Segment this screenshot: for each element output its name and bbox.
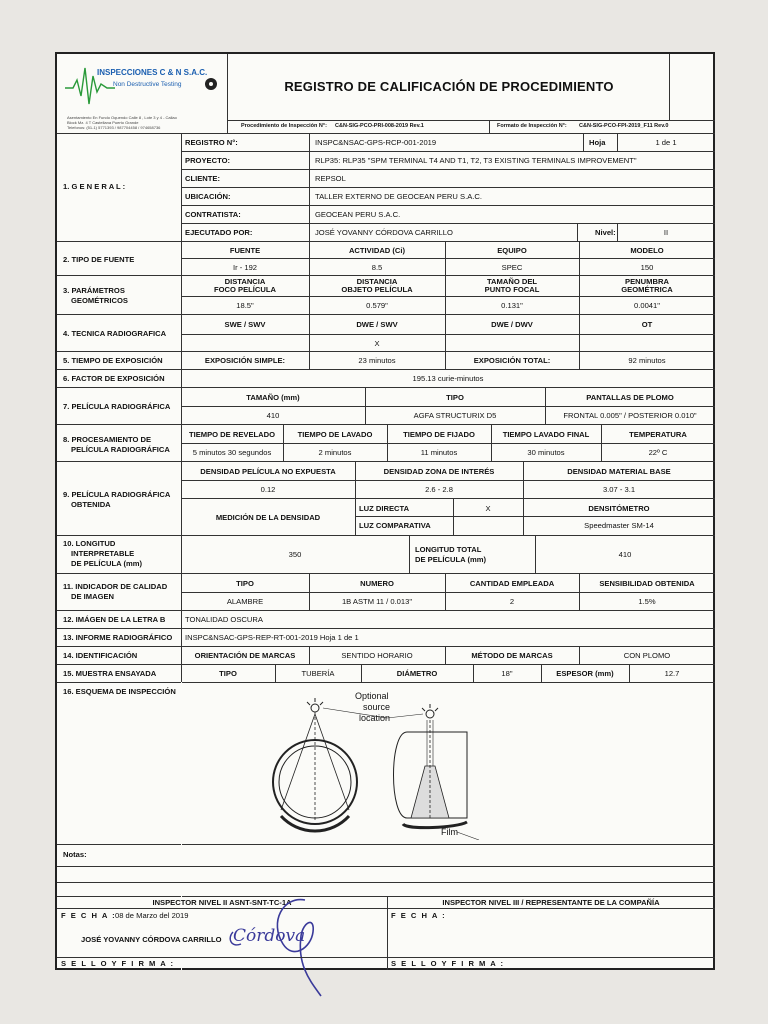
exposicion-total-label: EXPOSICIÓN TOTAL: [473,356,551,365]
format-label: Formato de Inspección N°: [497,123,567,129]
section-longitud-2: INTERPRETABLE [71,549,135,558]
orientacion-value: SENTIDO HORARIO [341,651,413,660]
dist-objeto-header-1: DISTANCIA [356,277,398,286]
company-name: INSPECCIONES C & N S.A.C. [97,68,208,77]
densitometro-label: DENSITÓMETRO [588,504,650,513]
section-factor: 6. FACTOR DE EXPOSICIÓN [63,374,165,383]
hoja-value: 1 de 1 [655,138,677,147]
temperatura-header: TEMPERATURA [629,430,687,439]
exposicion-total-value: 92 minutos [628,356,666,365]
optional-label-1: Optional [355,691,389,701]
densidad-interes-value: 2.6 - 2.8 [425,485,453,494]
dwe-dwv-header: DWE / DWV [491,320,533,329]
tipo-pelicula-header: TIPO [446,393,464,402]
section-indicador-1: 11. INDICADOR DE CALIDAD [63,582,168,591]
densidad-base-value: 3.07 - 3.1 [602,485,636,494]
section-muestra: 15. MUESTRA ENSAYADA [63,669,157,678]
hoja-label: Hoja [589,138,606,147]
form-title: REGISTRO DE CALIFICACIÓN DE PROCEDIMIENTO [284,79,614,94]
luz-comparativa-label: LUZ COMPARATIVA [359,521,431,530]
iqi-cantidad-header: CANTIDAD EMPLEADA [469,579,555,588]
signature-stroke-icon [213,892,363,1002]
lavado-value: 2 minutos [318,448,352,457]
espesor-label: ESPESOR (mm) [556,669,614,678]
source-icon-2 [422,704,438,718]
sello-firma-label-right: S E L L O Y F I R M A : [391,959,505,968]
section-fuente: 2. TIPO DE FUENTE [63,255,135,264]
notas-label: Notas: [63,850,87,859]
ot-header: OT [641,320,653,329]
longitud-value: 350 [288,550,302,559]
cliente-value: REPSOL [315,174,346,183]
section-informe: 13. INFORME RADIOGRÁFICO [63,633,173,642]
orientacion-label: ORIENTACIÓN DE MARCAS [194,651,296,660]
dist-foco-header-1: DISTANCIA [224,277,266,286]
optional-label-2: source [363,702,391,712]
ejecutado-value: JOSÉ YOVANNY CÓRDOVA CARRILLO [315,228,453,237]
punto-focal-value: 0.131" [501,301,523,310]
diametro-label: DIÁMETRO [396,669,438,678]
penumbra-header-1: PENUMBRA [625,277,669,286]
tamano-header: TAMAÑO (mm) [246,393,300,402]
section-tecnica: 4. TECNICA RADIOGRAFICA [63,329,167,338]
lavado-header: TIEMPO DE LAVADO [297,430,373,439]
section-longitud-3: DE PELÍCULA (mm) [71,559,143,568]
section-procesamiento-2: PELÍCULA RADIOGRÁFICA [71,445,170,454]
temperatura-value: 22º C [648,448,668,457]
muestra-tipo-value: TUBERÍA [301,669,335,678]
tipo-pelicula-value: AGFA STRUCTURIX D5 [413,411,497,420]
iqi-sensibilidad-header: SENSIBILIDAD OBTENIDA [599,579,695,588]
procedure-label: Procedimiento de Inspección N°: [241,123,327,129]
company-address-2: Block Mz. 4 T Castellana Puerto Grande [67,120,139,125]
optional-label-3: location [359,713,391,723]
proyecto-label: PROYECTO: [185,156,231,165]
pipe-side-view [394,720,468,828]
company-address-1: Asentamiento En Fundo Oquendo Calle 8 , Lote 3 y 4 - Callao [67,115,177,120]
luz-directa-mark: X [485,504,491,513]
longitud-total-label-2: DE PELÍCULA (mm) [415,555,487,564]
inspector-nivel3-header: INSPECTOR NIVEL III / REPRESENTANTE DE LA COMPAÑÍA [442,898,660,907]
source-icon [307,698,323,712]
pipe-cross-section [273,712,357,831]
metodo-value: CON PLOMO [623,651,671,660]
film-label: Film [441,827,458,837]
contratista-label: CONTRATISTA: [185,210,241,219]
signature: Córdova [233,926,306,946]
fecha-value: 08 de Marzo del 2019 [115,911,189,920]
densidad-no-expuesta-value: 0.12 [260,485,276,494]
section-imagen-b: 12. IMÁGEN DE LA LETRA B [63,615,166,624]
section-procesamiento-1: 8. PROCESAMIENTO DE [63,435,152,444]
dwe-swv-header: DWE / SWV [356,320,398,329]
section-tiempo: 5. TIEMPO DE EXPOSICIÓN [63,356,163,365]
fecha-label-right: F E C H A : [391,911,447,920]
dwe-swv-mark: X [374,339,380,348]
penumbra-value: 0.0041" [634,301,660,310]
fuente-value: Ir - 192 [232,263,258,272]
actividad-value: 8.5 [371,263,383,272]
section-identificacion: 14. IDENTIFICACIÓN [63,651,138,660]
fijado-header: TIEMPO DE FIJADO [403,430,475,439]
informe-value: INSPC&NSAC-GPS-REP-RT-001-2019 Hoja 1 de 1 [185,633,359,642]
section-esquema: 16. ESQUEMA DE INSPECCIÓN [63,687,176,696]
iqi-numero-value: 1B ASTM 11 / 0.013" [341,597,413,606]
section-densidad-1: 9. PELÍCULA RADIOGRÁFICA [63,490,171,499]
penumbra-header-2: GEOMÉTRICA [621,285,673,294]
section-longitud-1: 10. LONGITUD [63,539,116,548]
iqi-cantidad-value: 2 [509,597,515,606]
iqi-numero-header: NUMERO [360,579,394,588]
pantallas-header: PANTALLAS DE PLOMO [586,393,674,402]
cliente-label: CLIENTE: [185,174,221,183]
fecha-label: F E C H A : [61,911,117,920]
equipo-header: EQUIPO [497,246,527,255]
section-pelicula: 7. PELÍCULA RADIOGRÁFICA [63,402,171,411]
format-value: C&N-SIG-PCO-FPI-2019_F11 Rev.0 [579,123,669,129]
contratista-value: GEOCEAN PERU S.A.C. [315,210,401,219]
procedure-value: C&N-SIG-PCO-PRI-008-2019 Rev.1 [335,123,424,129]
ejecutado-label: EJECUTADO POR: [185,228,253,237]
iqi-tipo-header: TIPO [236,579,254,588]
equipo-value: SPEC [501,263,523,272]
proyecto-value: RLP35: RLP35 "SPM TERMINAL T4 AND T1, T2, T3 EXISTING TERMINALS IMPROVEMENT" [315,156,637,165]
lavado-final-header: TIEMPO LAVADO FINAL [502,430,590,439]
tamano-value: 410 [266,411,280,420]
muestra-tipo-label: TIPO [219,669,237,678]
pantallas-value: FRONTAL 0.005" / POSTERIOR 0.010" [563,411,697,420]
punto-focal-header-2: PUNTO FOCAL [484,285,540,294]
inspector-nombre: JOSÉ YOVANNY CÓRDOVA CARRILLO [81,935,222,944]
modelo-value: 150 [640,263,654,272]
dist-objeto-header-2: OBJETO PELÍCULA [341,285,413,294]
company-subtitle: Non Destructive Testing [113,81,182,88]
densidad-no-expuesta-header: DENSIDAD PELÍCULA NO EXPUESTA [200,467,336,476]
ubicacion-value: TALLER EXTERNO DE GEOCEAN PERU S.A.C. [315,192,482,201]
metodo-label: MÉTODO DE MARCAS [471,651,553,660]
revelado-value: 5 minutos 30 segundos [192,448,272,457]
longitud-total-label-1: LONGITUD TOTAL [415,545,482,554]
fuente-header: FUENTE [229,246,261,255]
dist-foco-header-2: FOCO PELÍCULA [213,285,276,294]
densidad-base-header: DENSIDAD MATERIAL BASE [567,467,671,476]
longitud-total-value: 410 [618,550,632,559]
modelo-header: MODELO [630,246,664,255]
fijado-value: 11 minutos [420,448,458,457]
swe-swv-header: SWE / SWV [224,320,266,329]
ubicacion-label: UBICACIÓN: [185,192,231,201]
luz-directa-label: LUZ DIRECTA [359,504,410,513]
sello-firma-label: S E L L O Y F I R M A : [61,959,175,968]
densidad-interes-header: DENSIDAD ZONA DE INTERÉS [383,467,495,476]
densitometro-value: Speedmaster SM-14 [584,521,654,530]
diametro-value: 18" [501,669,513,678]
factor-value: 195.13 curie-minutos [412,374,484,383]
section-general: 1. G E N E R A L : [63,182,126,191]
section-geom-2: GEOMÉTRICOS [71,296,128,305]
inspector-nivel2-header: INSPECTOR NIVEL II ASNT-SNT-TC-1A [152,898,292,907]
nivel-value: II [663,228,669,237]
actividad-header: ACTIVIDAD (Ci) [348,246,406,255]
company-address-3: Telefonos: (51-1) 5771393 / 987704458 / 974658736 [67,125,161,130]
section-densidad-2: OBTENIDA [71,500,111,509]
revelado-header: TIEMPO DE REVELADO [188,430,276,439]
registro-label: REGISTRO N°: [185,138,238,147]
punto-focal-header-1: TAMAÑO DEL [486,277,538,286]
nivel-label: Nivel: [595,228,616,237]
exposicion-simple-value: 23 minutos [358,356,396,365]
exposicion-simple-label: EXPOSICIÓN SIMPLE: [204,356,286,365]
iqi-tipo-value: ALAMBRE [226,597,264,606]
registro-value: INSPC&NSAC-GPS-RCP-001-2019 [315,138,437,147]
iqi-sensibilidad-value: 1.5% [638,597,656,606]
espesor-value: 12.7 [664,669,680,678]
medicion-densidad-label: MEDICIÓN DE LA DENSIDAD [215,513,321,522]
imagen-b-value: TONALIDAD OSCURA [185,615,263,624]
form-sheet [55,52,715,970]
section-indicador-2: DE IMAGEN [71,592,115,601]
dist-objeto-value: 0.579" [366,301,388,310]
dist-foco-value: 18.5" [236,301,254,310]
section-geom-1: 3. PARÁMETROS [63,286,125,295]
lavado-final-value: 30 minutos [527,448,565,457]
